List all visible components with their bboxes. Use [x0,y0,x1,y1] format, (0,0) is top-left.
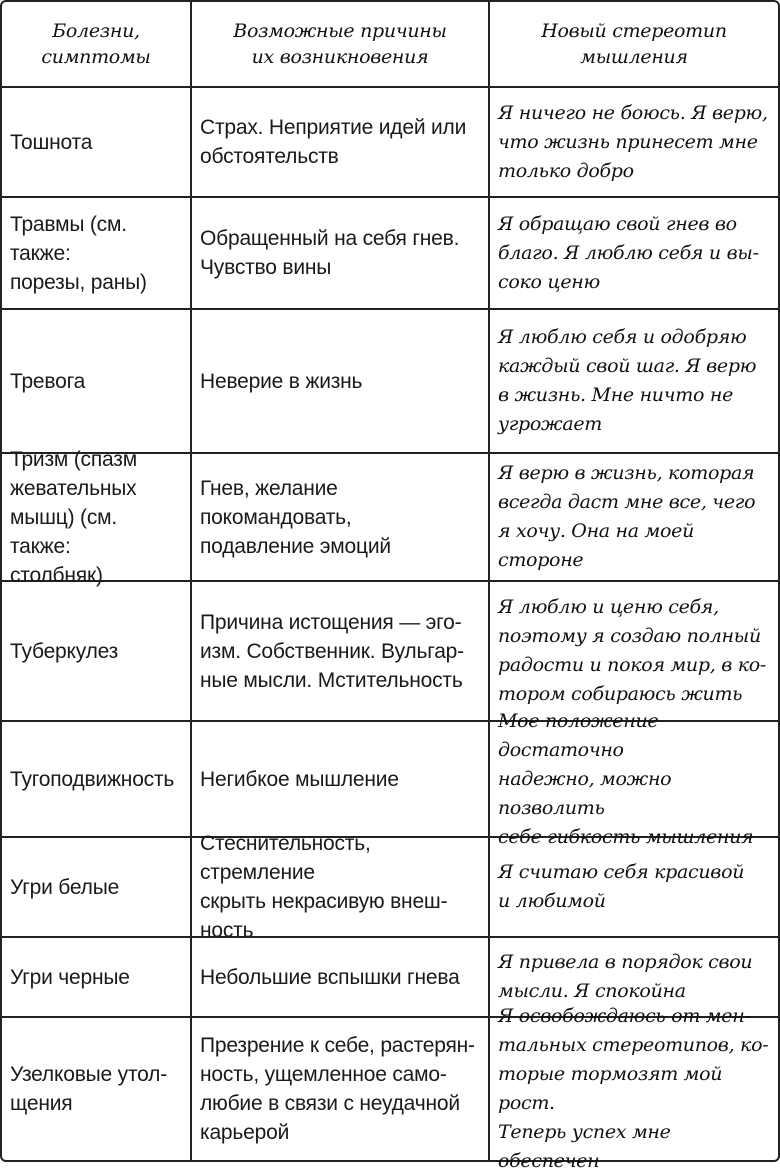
symptom-cell [2,88,192,196]
cause-cell [192,310,490,452]
pattern-cell [490,88,778,196]
cause-text: Стеснительность, стремление скрыть некрасивую внеш- ность [200,832,448,942]
symptom-cell [2,310,192,452]
symptom-text: Тошнота [10,130,93,154]
table-row [2,582,778,722]
cause-cell [192,938,490,1016]
cause-cell [192,582,490,720]
cause-text: Гнев, желание покомандовать, подавление эмоций [200,476,391,558]
header-cell-causes [192,2,490,86]
pattern-cell [490,1005,778,1172]
symptom-cell [2,722,192,836]
cause-cell [192,454,490,580]
cause-cell [192,722,490,836]
symptom-text: Тревога [10,369,86,393]
header-pattern-label: Новый стереотип мышления [541,20,727,68]
symptom-cell [2,938,192,1016]
symptom-cell [2,198,192,308]
pattern-text: Я считаю себя красивой и любимой [498,861,745,912]
cause-text: Обращенный на себя гнев. Чувство вины [200,227,460,279]
symptom-cell [2,447,192,587]
symptom-text: Тризм (спазм жевательных мышц) (см. также: столбняк) [10,447,137,587]
symptom-text: Угри белые [10,875,120,899]
pattern-text: Я люблю и ценю себя, поэтому я создаю полный радости и покоя мир, в ко- тором собираюсь жить [498,596,766,705]
table-row [2,310,778,454]
cause-cell [192,832,490,942]
symptom-text: Травмы (см. также: порезы, раны) [10,212,147,294]
pattern-cell [490,310,778,452]
table-row [2,832,778,942]
table-row [2,198,778,310]
pattern-cell [490,582,778,720]
pattern-text: Я освобождаюсь от мен- тальных стереотипов, ко- торые тормозят мой рост. Теперь успех мне обеспечен [498,1005,769,1172]
header-cell-pattern [490,2,778,86]
pattern-text: Я верю в жизнь, которая всегда даст мне все, чего я хочу. Она на моей стороне [498,462,756,571]
symptom-text: Узелковые утол- щения [10,1063,168,1115]
cause-cell [192,198,490,308]
cause-cell [192,1018,490,1160]
cause-text: Причина истощения — эго- изм. Собственник. Вульгар- ные мысли. Мстительность [200,610,464,692]
cause-text: Страх. Неприятие идей или обстоятельств [200,116,467,168]
pattern-cell [490,838,778,936]
header-causes-label: Возможные причины их возникновения [233,20,447,68]
pattern-text: Я обращаю свой гнев во благо. Я люблю себя и вы- соко ценю [498,212,759,293]
header-cell-symptoms [2,2,192,86]
symptom-text: Туберкулез [10,639,119,663]
symptom-text: Тугоподвижность [10,767,175,791]
pattern-cell [490,709,778,848]
pattern-text: Я привела в порядок свои мысли. Я спокойна [498,951,753,1002]
cause-text: Неверие в жизнь [200,369,363,393]
table-row [2,88,778,198]
header-symptoms-label: Болезни, симптомы [41,20,151,68]
table-header-row [2,2,778,88]
cause-text: Презрение к себе, растерян- ность, ущемленное само- любие в связи с неудачной карьерой [200,1034,475,1144]
table-row [2,447,778,587]
symptom-cell [2,1018,192,1160]
symptom-cell [2,582,192,720]
pattern-text: Мое положение достаточно надежно, можно позволить себе гибкость мышления [498,709,754,848]
pattern-text: Я ничего не боюсь. Я верю, что жизнь принесет мне только добро [498,101,768,182]
pattern-cell [490,198,778,308]
symptom-text: Угри черные [10,965,130,989]
table-row [2,1005,778,1172]
cause-text: Небольшие вспышки гнева [200,965,460,989]
cause-text: Негибкое мышление [200,767,399,791]
symptom-cell [2,838,192,936]
pattern-cell [490,454,778,580]
cause-cell [192,88,490,196]
pattern-text: Я люблю себя и одобряю каждый свой шаг. Я верю в жизнь. Мне ничто не угрожает [498,326,757,435]
table-row [2,709,778,848]
